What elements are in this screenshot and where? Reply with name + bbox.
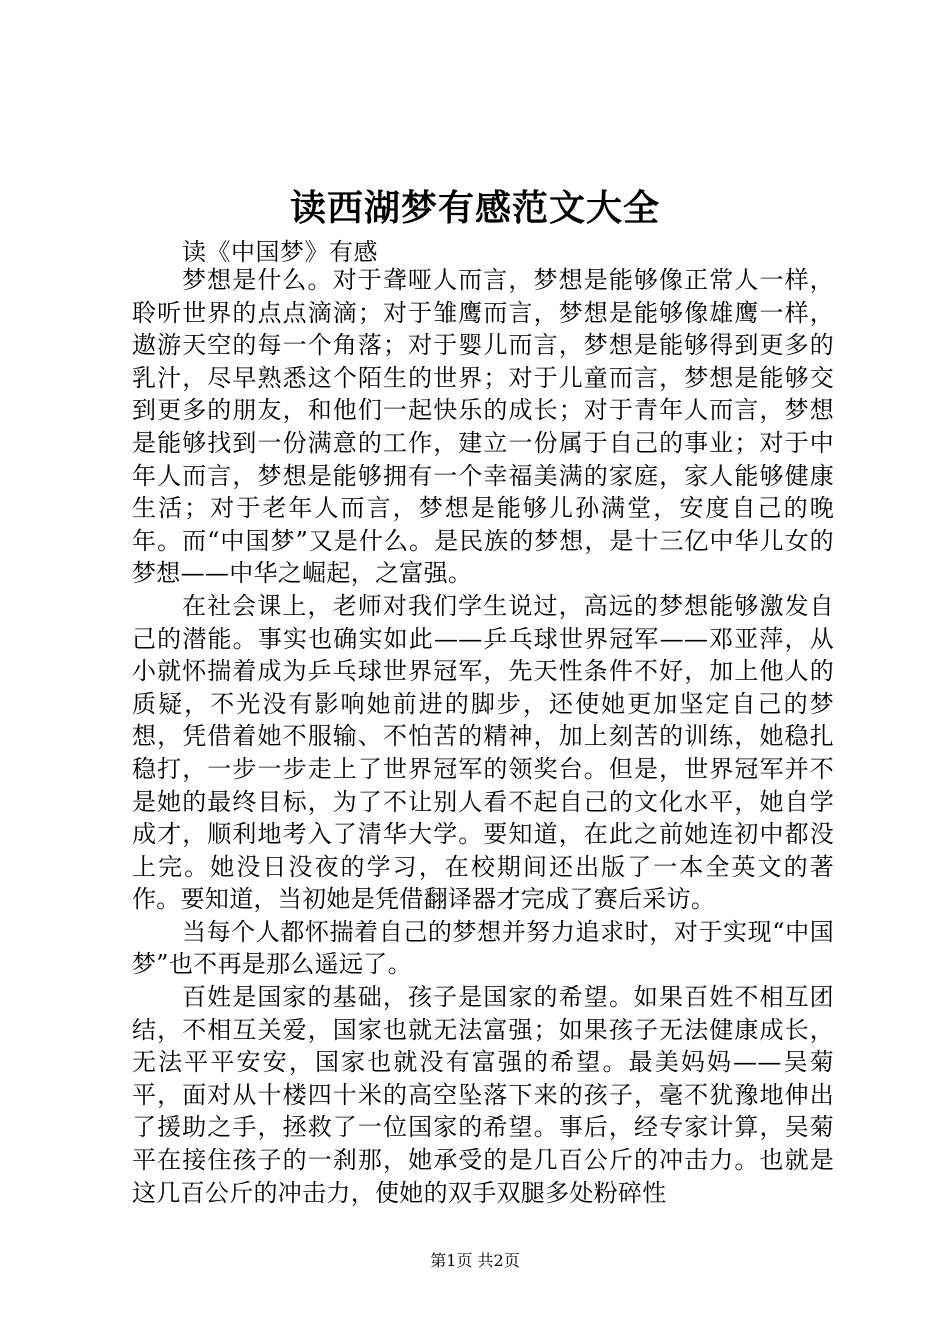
paragraph-dream-meaning: 梦想是什么。对于聋哑人而言，梦想是能够像正常人一样，聆听世界的点点滴滴；对于雏鹰而言，梦想是能够像雄鹰一样，遨游天空的每一个角落；对于婴儿而言，梦想是能够得到更多的乳汁，尽早熟悉这个陌生的世界；对于儿童而言，梦想是能够交到更多的朋友，和他们一起快乐的成长；对于青年人而言，梦想是能够找到一份满意的工作，建立一份属于自己的事业；对于中年人而言，梦想是能够拥有一个幸福美满的家庭，家人能够健康生活；对于老年人而言，梦想是能够儿孙满堂，安度自己的晚年。而“中国梦”又是什么。是民族的梦想，是十三亿中华儿女的梦想——中华之崛起，之富强。	[132, 266, 834, 588]
document-body	[132, 264, 834, 1209]
paragraph-wu-juping: 百姓是国家的基础，孩子是国家的希望。如果百姓不相互团结，不相互关爱，国家也就无法富强；如果孩子无法健康成长，无法平平安安，国家也就没有富强的希望。最美妈妈——吴菊平，面对从十楼四十米的高空坠落下来的孩子，毫不犹豫地伸出了援助之手，拯救了一位国家的希望。事后，经专家计算，吴菊平在接住孩子的一刹那，她承受的是几百公斤的冲击力。也就是这几百公斤的冲击力，使她的双手双腿多处粉碎性	[132, 983, 834, 1207]
document-title: 读西湖梦有感范文大全	[289, 187, 660, 229]
paragraph-china-dream: 当每个人都怀揣着自己的梦想并努力追求时，对于实现“中国梦”也不再是那么遥远了。	[132, 917, 834, 979]
page-number-footer: 第1页 共2页	[430, 1251, 520, 1270]
document-subtitle: 读《中国梦》有感	[182, 238, 378, 266]
paragraph-deng-yaping: 在社会课上，老师对我们学生说过，高远的梦想能够激发自己的潜能。事实也确实如此——乒乓球世界冠军——邓亚萍，从小就怀揣着成为乒乓球世界冠军，先天性条件不好，加上他人的质疑，不光没有影响她前进的脚步，还使她更加坚定自己的梦想，凭借着她不服输、不怕苦的精神，加上刻苦的训练，她稳扎稳打，一步一步走上了世界冠军的领奖台。但是，世界冠军并不是她的最终目标，为了不让别人看不起自己的文化水平，她自学成才，顺利地考入了清华大学。要知道，在此之前她连初中都没上完。她没日没夜的学习，在校期间还出版了一本全英文的著作。要知道，当初她是凭借翻译器才完成了赛后采访。	[132, 591, 834, 914]
